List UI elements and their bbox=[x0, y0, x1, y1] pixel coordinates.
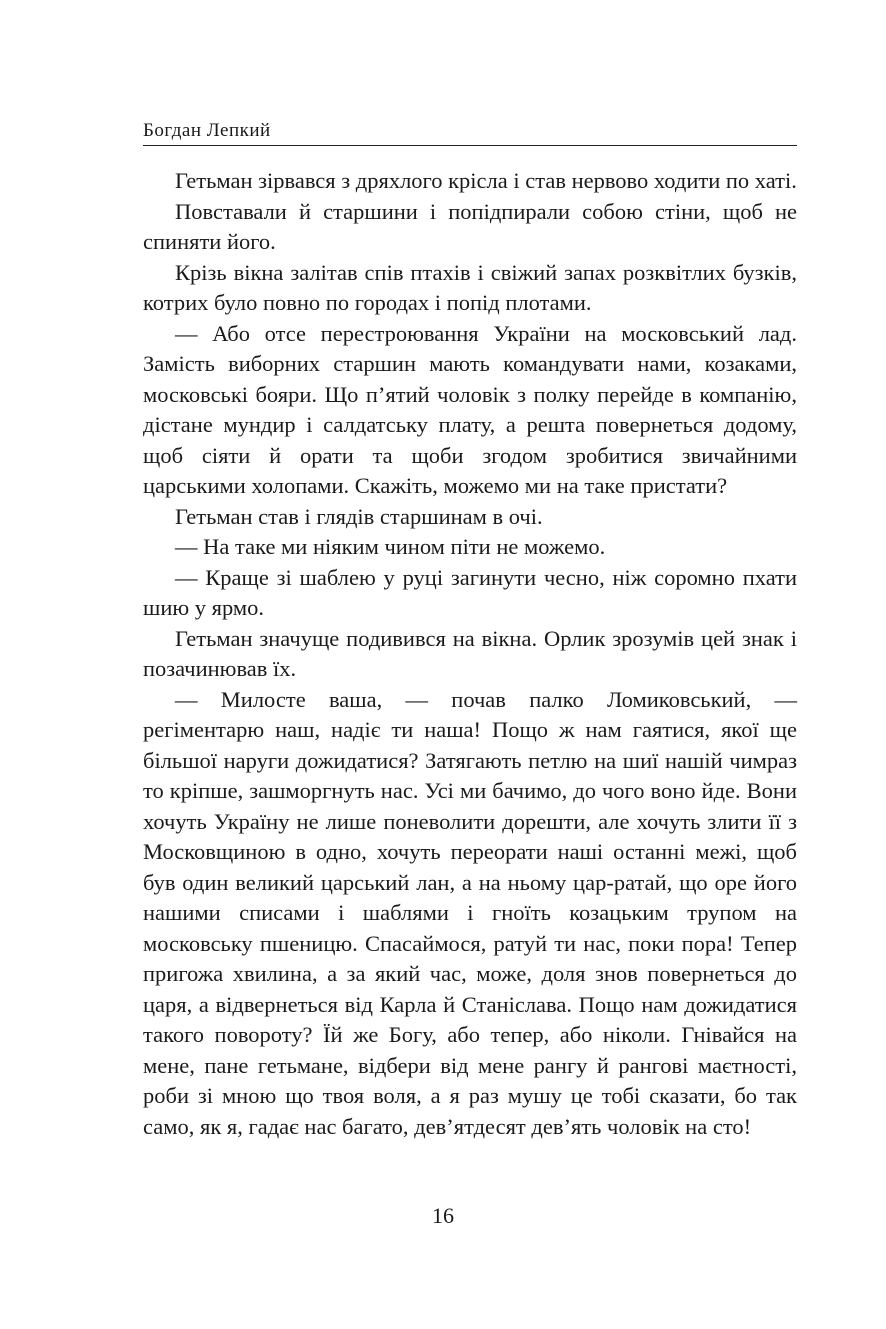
paragraph: — На таке ми ніяким чином піти не можемо. bbox=[175, 534, 606, 559]
body-text bbox=[143, 166, 797, 1142]
page-number: 16 bbox=[432, 1203, 454, 1228]
paragraph: Крізь вікна залітав спів птахів і свіжий запах розквітлих бузків, котрих було повно по городах і попід плотами. bbox=[143, 259, 797, 315]
running-head bbox=[143, 119, 797, 146]
paragraph: Повставали й старшини і попідпирали собою стіни, щоб не спиняти його. bbox=[143, 198, 797, 254]
paragraph: Гетьман став і глядів старшинам в очі. bbox=[175, 503, 543, 529]
author-name: Богдан Лепкий bbox=[143, 120, 271, 141]
paragraph: — Або отсе перестроювання України на московський лад. Замість виборних старшин мають командувати нами, козаками, московські бояри. Що п’ятий чоловік з полку перейде в компанію, дістане мундир і салдатську плату, а решта повернеться додому, щоб сіяти й орати та щоби згодом зробитися звичайними царськими холопами. Скажіть, можемо ми на таке пристати? bbox=[143, 320, 797, 498]
paragraph: Гетьман значуще подивився на вікна. Орлик зрозумів цей знак і позачинював їх. bbox=[143, 625, 797, 681]
paragraph: — Краще зі шаблею у руці загинути чесно, ніж соромно пхати шию у ярмо. bbox=[143, 564, 797, 620]
paragraph: Гетьман зірвався з дряхлого крісла і став нервово ходити по хаті. bbox=[175, 168, 797, 193]
paragraph: — Милосте ваша, — почав палко Ломиковський, — регіментарю наш, надіє ти наша! Пощо ж нам гаятися, якої ще більшої наруги дожидатися? Затягають петлю на шиї нашій чимраз то кріпше, зашморгнуть нас. Усі ми бачимо, до чого воно йде. Вони хочуть Україну не лише поневолити дорешти, але хочуть злити її з Московщиною в одно, хочуть переорати наші останні межі, щоб був один великий царський лан, а на ньому цар-ратай, що оре його нашими списами і шаблями і гноїть козацьким трупом на московську пшеницю. Спасаймося, ратуй ти нас, поки пора! Тепер пригожа хвилина, а за який час, може, доля знов повернеться до царя, а відвернеться від Карла й Станіслава. Пощо нам дожидатися такого повороту? Їй же Богу, або тепер, або ніколи. Гнівайся на мене, пане гетьмане, відбери від мене рангу й рангові маєтності, роби зі мною що твоя воля, а я раз мушу це тобі сказати, бо так само, як я, гадає нас багато, дев’ятдесят дев’ять чоловік на сто! bbox=[143, 686, 797, 1139]
